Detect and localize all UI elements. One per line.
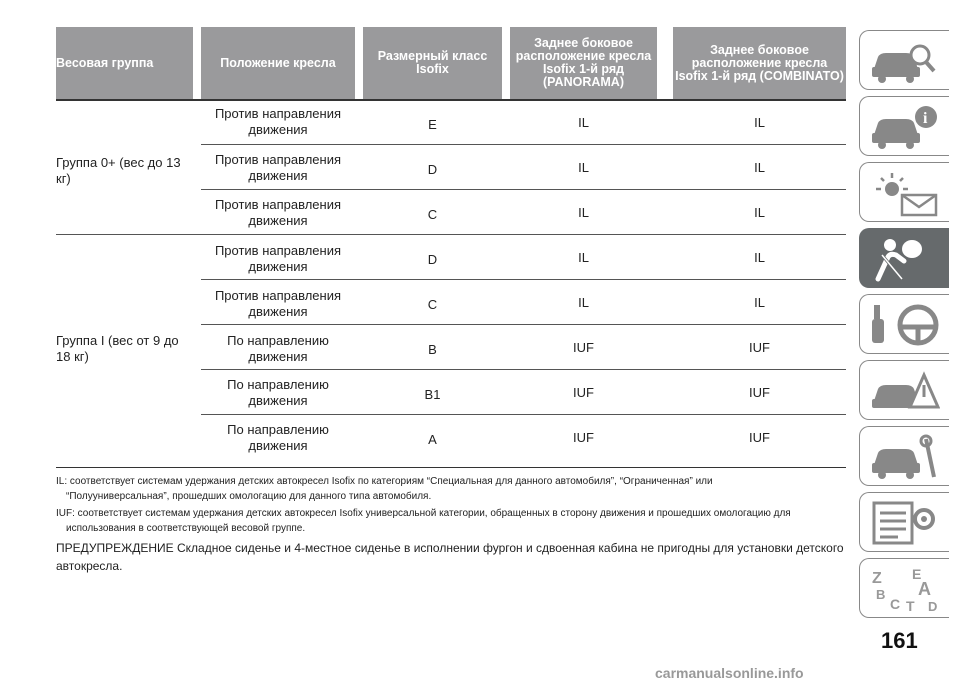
specifications-icon [868, 499, 940, 547]
row-divider [201, 144, 846, 145]
note-il-line2: “Полуунивepсальная”, прошедших омологацию для данного типа автомобиля. [66, 491, 432, 502]
group-divider [56, 234, 846, 235]
combinato-value: IUF [749, 430, 770, 445]
svg-text:A: A [918, 579, 931, 599]
seat-position: По направлению движения [227, 333, 329, 364]
seat-position: Против направления движения [214, 106, 342, 137]
combinato-value: IUF [749, 385, 770, 400]
panorama-value: IUF [573, 385, 594, 400]
row-divider [201, 324, 846, 325]
group-label: Группа 0+ (вес до 13 кг) [56, 155, 181, 186]
row-divider [201, 279, 846, 280]
tab-index[interactable] [859, 558, 949, 618]
combinato-value: IUF [749, 340, 770, 355]
size-class: D [427, 162, 438, 177]
size-class: B [428, 342, 437, 357]
panorama-value: IL [578, 115, 589, 130]
size-class: B1 [424, 387, 441, 402]
note-iuf [56, 506, 846, 536]
seat-position: По направлению движения [227, 422, 329, 453]
note-il-line1: IL: соответствует системам удержания детских автокресел Isofix по категориям “Специальная для данного автомобиля”, “Ограниченная” или [56, 476, 713, 487]
header-panorama: Заднее боковое расположение кресла Isofix 1-й ряд (PANORAMA) [510, 27, 657, 99]
warning-text: ПРЕДУПРЕЖДЕНИЕ Складное сиденье и 4-местное сиденье в исполнении фургон и сдвоенная кабина не пригодны для установки детского автокресла. [56, 541, 844, 573]
note-iuf-line2: использования в соответствующей весовой группе. [66, 523, 306, 534]
panorama-value: IL [578, 295, 589, 310]
car-search-icon [868, 37, 940, 85]
tab-car-search[interactable] [859, 30, 949, 90]
header-seat-position: Положение кресла [201, 27, 355, 99]
svg-text:T: T [906, 598, 915, 613]
size-class: C [427, 207, 438, 222]
header-combinato: Заднее боковое расположение кресла Isofix 1-й ряд (COMBINATO) [673, 27, 846, 99]
note-iuf-line1: IUF: соответствует системам удержания детских автокресел Isofix универсальной категории, обращенных в сторону движения и прошедших омологацию для [56, 508, 791, 519]
svg-text:i: i [923, 110, 928, 127]
size-class: D [427, 252, 438, 267]
header-divider [56, 99, 846, 101]
row-divider [201, 369, 846, 370]
seat-position: Против направления движения [214, 152, 342, 183]
table-bottom-border [56, 467, 846, 468]
car-info-icon [868, 103, 940, 151]
seat-position: Против направления движения [214, 243, 342, 274]
group-label: Группа I (вес от 9 до 18 кг) [56, 333, 179, 364]
combinato-value: IL [754, 160, 765, 175]
svg-text:C: C [890, 596, 901, 612]
svg-text:Z: Z [872, 570, 882, 587]
svg-text:B: B [876, 587, 886, 602]
panorama-value: IL [578, 205, 589, 220]
row-divider [201, 189, 846, 190]
svg-text:D: D [928, 599, 938, 613]
seat-position: Против направления движения [214, 197, 342, 228]
seat-position: Против направления движения [214, 288, 342, 319]
combinato-value: IL [754, 205, 765, 220]
page-number: 161 [881, 628, 918, 653]
car-service-icon [868, 433, 940, 481]
car-breakdown-icon [868, 367, 940, 415]
header-weight-group: Весовая группа [56, 27, 193, 99]
warning-lights-icon [868, 169, 940, 217]
combinato-value: IL [754, 295, 765, 310]
size-class: C [427, 297, 438, 312]
panorama-value: IL [578, 160, 589, 175]
panorama-value: IUF [573, 340, 594, 355]
header-isofix-size-class: Размерный класс Isofix [363, 27, 502, 99]
tab-car-breakdown[interactable] [859, 360, 949, 420]
tab-steering-key[interactable] [859, 294, 949, 354]
airbag-seatbelt-icon [868, 235, 940, 283]
tab-car-info[interactable] [859, 96, 949, 156]
size-class: E [428, 117, 437, 132]
index-icon [868, 565, 940, 613]
watermark: carmanualsonline.info [655, 665, 804, 681]
seat-position: По направлению движения [227, 377, 329, 408]
panorama-value: IL [578, 250, 589, 265]
steering-key-icon [868, 301, 940, 349]
tab-car-service[interactable] [859, 426, 949, 486]
combinato-value: IL [754, 115, 765, 130]
tab-warning-lights[interactable] [859, 162, 949, 222]
note-il [56, 474, 846, 504]
row-divider [201, 414, 846, 415]
panorama-value: IUF [573, 430, 594, 445]
svg-text:E: E [912, 566, 922, 582]
size-class: A [428, 432, 437, 447]
combinato-value: IL [754, 250, 765, 265]
tab-airbag-seatbelt[interactable] [859, 228, 949, 288]
tab-specifications[interactable] [859, 492, 949, 552]
